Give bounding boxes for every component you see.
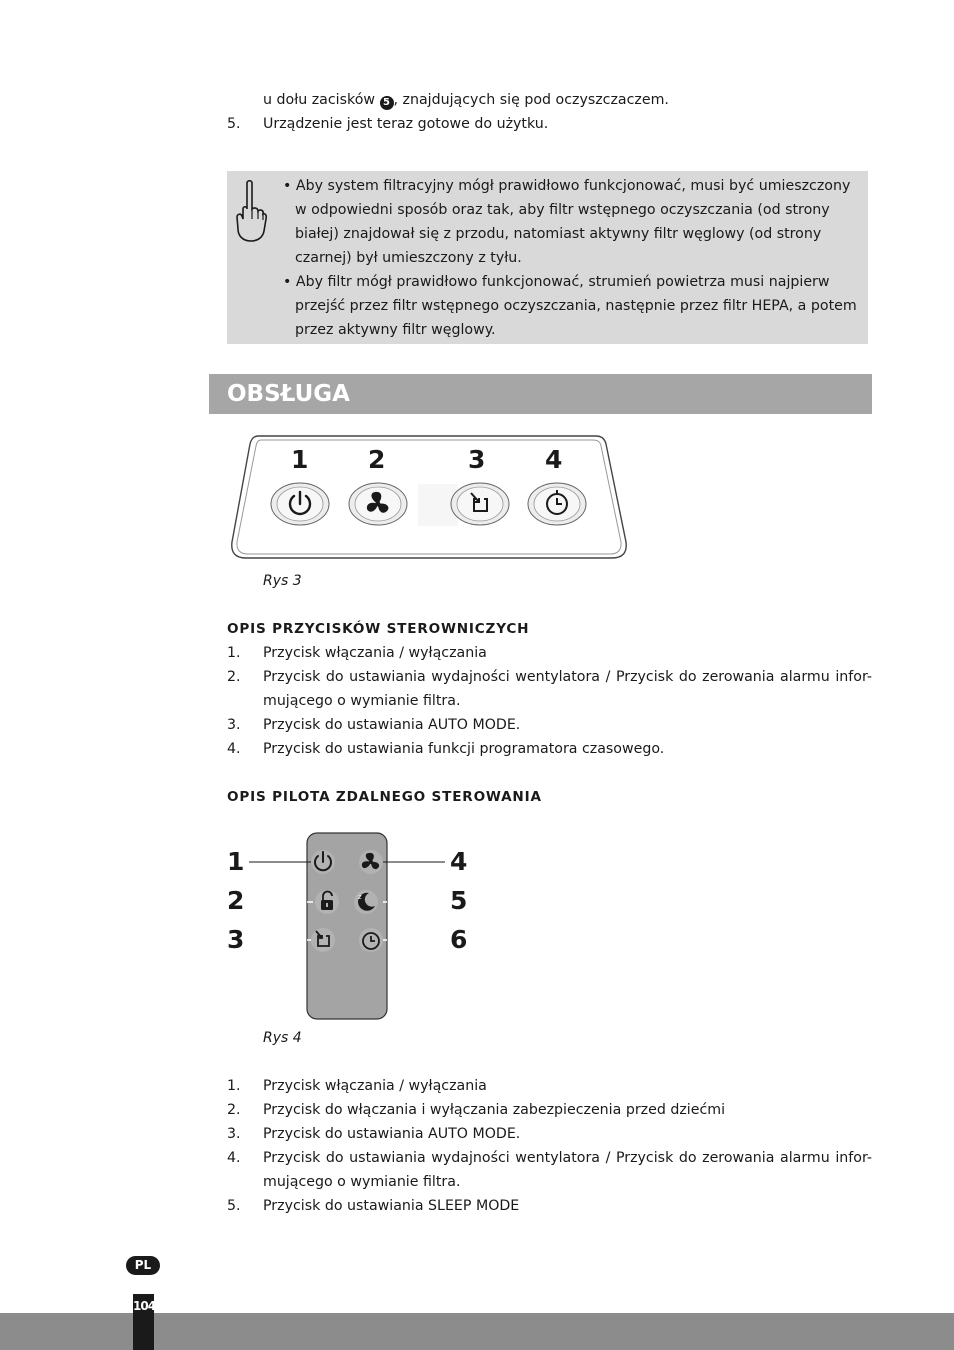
note-line: w odpowiedni sposób oraz tak, aby filtr wstępnego oczyszczania (od strony xyxy=(295,202,830,218)
remote-right-number: 6 xyxy=(450,925,468,954)
step-number: 5. xyxy=(227,116,241,132)
step-text: Urządzenie jest teraz gotowe do użytku. xyxy=(263,116,549,132)
svg-text:z: z xyxy=(358,893,362,901)
list-item: Przycisk do ustawiania SLEEP MODE xyxy=(263,1198,520,1214)
note-box xyxy=(227,171,868,344)
list-item: Przycisk do ustawiania wydajności wentylatora / Przycisk do zerowania alarmu infor- xyxy=(263,1150,872,1166)
list-item: Przycisk do ustawiania wydajności wentylatora / Przycisk do zerowania alarmu infor- xyxy=(263,669,872,685)
fig3-number: 4 xyxy=(545,445,563,474)
fig3-number: 1 xyxy=(291,445,309,474)
reference-number-badge: 5 xyxy=(380,96,394,110)
list-number: 4. xyxy=(227,741,241,757)
fig3-number: 2 xyxy=(368,445,386,474)
list-number: 4. xyxy=(227,1150,241,1166)
control-panel-figure xyxy=(228,434,630,562)
panel-auto-mode-button xyxy=(451,483,509,525)
remote-right-number: 5 xyxy=(450,886,468,915)
list-number: 3. xyxy=(227,1126,241,1142)
list-number: 5. xyxy=(227,1198,241,1214)
list-number: 2. xyxy=(227,1102,241,1118)
figure-caption: Rys 3 xyxy=(263,573,302,589)
list-item: Przycisk do ustawiania AUTO MODE. xyxy=(263,1126,521,1142)
section-title: OBSŁUGA xyxy=(227,381,350,407)
list-number: 1. xyxy=(227,1078,241,1094)
list-item: Przycisk do ustawiania funkcji programatora czasowego. xyxy=(263,741,665,757)
page-number-tab xyxy=(133,1294,154,1350)
remote-left-number: 2 xyxy=(227,886,245,915)
list-item: Przycisk włączania / wyłączania xyxy=(263,1078,487,1094)
note-line: • Aby filtr mógł prawidłowo funkcjonować, strumień powietrza musi najpierw xyxy=(283,274,830,290)
intro-text: u dołu zacisków xyxy=(263,92,375,108)
list-number: 2. xyxy=(227,669,241,685)
fig3-number: 3 xyxy=(468,445,486,474)
intro-text-rest: , znajdujących się pod oczyszczaczem. xyxy=(393,92,669,108)
page-number: 104 xyxy=(133,1299,156,1313)
list-number: 1. xyxy=(227,645,241,661)
list-number: 3. xyxy=(227,717,241,733)
note-line: białej) znajdował się z przodu, natomiast aktywny filtr węglowy (od strony xyxy=(295,226,822,242)
figure-caption: Rys 4 xyxy=(263,1030,302,1046)
section-header xyxy=(209,374,872,414)
note-line: przez aktywny filtr węglowy. xyxy=(295,322,496,338)
remote-left-number: 3 xyxy=(227,925,245,954)
note-line: przejść przez filtr wstępnego oczyszczania, następnie przez filtr HEPA, a potem xyxy=(295,298,857,314)
intro-line xyxy=(263,88,669,112)
list-item: Przycisk do włączania i wyłączania zabezpieczenia przed dziećmi xyxy=(263,1102,726,1118)
remote-right-number: 4 xyxy=(450,847,468,876)
list-item-continuation: mującego o wymianie filtra. xyxy=(263,1174,461,1190)
subheading: OPIS PRZYCISKÓW STEROWNICZYCH xyxy=(227,621,530,637)
list-item-continuation: mującego o wymianie filtra. xyxy=(263,693,461,709)
list-item: Przycisk włączania / wyłączania xyxy=(263,645,487,661)
subheading: OPIS PILOTA ZDALNEGO STEROWANIA xyxy=(227,789,542,805)
remote-control-figure xyxy=(245,830,450,1025)
remote-left-number: 1 xyxy=(227,847,245,876)
pointing-hand-icon xyxy=(233,179,267,243)
list-item: Przycisk do ustawiania AUTO MODE. xyxy=(263,717,521,733)
language-badge: PL xyxy=(126,1256,160,1275)
note-line: czarnej) był umieszczony z tyłu. xyxy=(295,250,522,266)
note-line: • Aby system filtracyjny mógł prawidłowo funkcjonować, musi być umieszczony xyxy=(283,178,851,194)
